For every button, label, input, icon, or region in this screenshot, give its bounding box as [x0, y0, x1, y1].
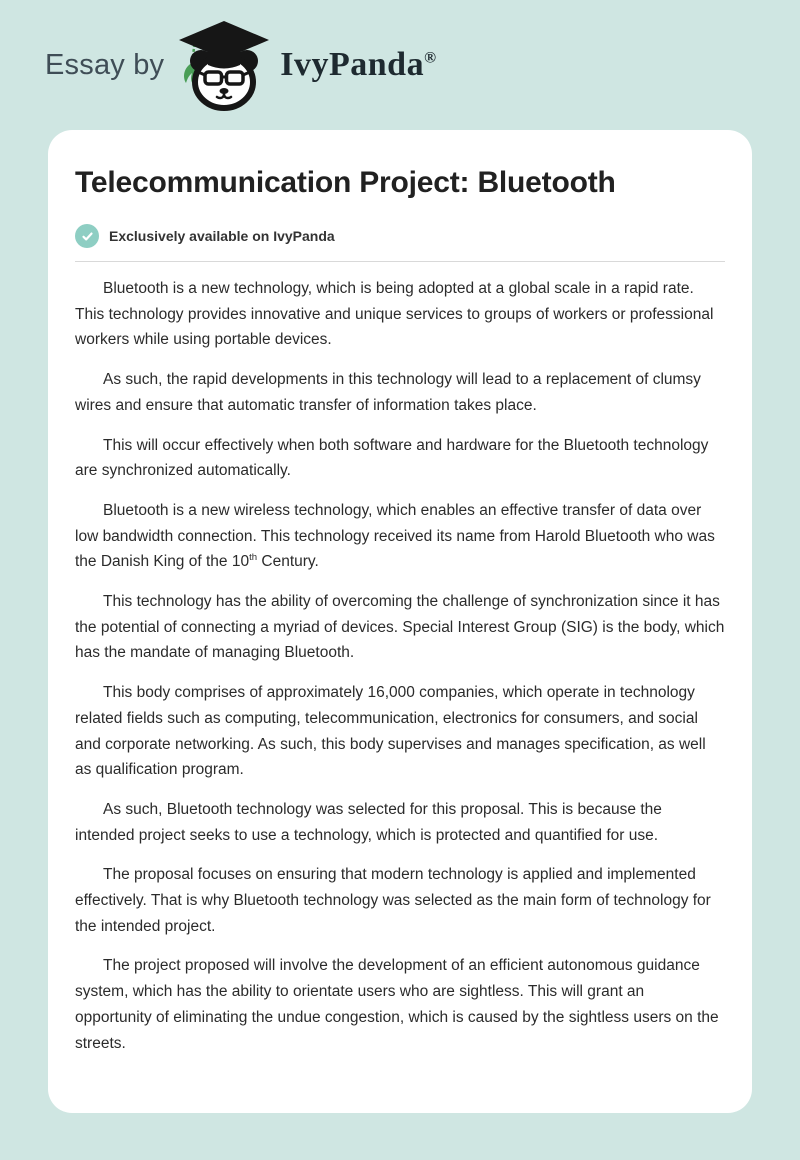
- superscript-text: th: [249, 552, 258, 564]
- essay-paragraph: [75, 276, 725, 353]
- paragraph-text: Bluetooth is a new technology, which is being adopted at a global scale in a rapid rate. This technology provides innovative and unique services to groups of workers or professional workers while using portable devices.: [75, 280, 714, 349]
- essay-paragraph: [75, 953, 725, 1056]
- essay-card: [48, 130, 752, 1113]
- essay-by-label: Essay by: [45, 48, 165, 81]
- essay-paragraph: [75, 498, 725, 575]
- check-icon: [75, 224, 99, 248]
- ivypanda-panda-logo-icon: [174, 19, 274, 111]
- exclusive-badge: [75, 224, 725, 248]
- header: [0, 0, 800, 130]
- paragraph-text: Bluetooth is a new wireless technology, which enables an effective transfer of data over low bandwidth connection. This technology received its name from Harold Bluetooth who was the Danish King of the 10: [75, 501, 715, 571]
- essay-paragraph: [75, 680, 725, 783]
- divider: [75, 261, 725, 262]
- paragraph-text: The proposal focuses on ensuring that modern technology is applied and implemented effectively. That is why Bluetooth technology was selected as the main form of technology for the intended project.: [75, 866, 711, 935]
- paragraph-text: This will occur effectively when both software and hardware for the Bluetooth technology are synchronized automatically.: [75, 436, 709, 480]
- brand-wordmark: [280, 46, 436, 84]
- brand-name: IvyPanda: [280, 46, 425, 83]
- essay-body: [75, 276, 725, 1056]
- essay-paragraph: [75, 862, 725, 939]
- essay-paragraph: [75, 589, 725, 666]
- paragraph-text: This technology has the ability of overcoming the challenge of synchronization since it has the potential of connecting a myriad of devices. Special Interest Group (SIG) is the body, which has the mandate of managing Bluetooth.: [75, 593, 725, 662]
- paragraph-text: Century.: [257, 553, 319, 571]
- essay-paragraph: [75, 797, 725, 848]
- exclusive-badge-label: Exclusively available on IvyPanda: [109, 228, 335, 244]
- page-title: Telecommunication Project: Bluetooth: [75, 166, 616, 199]
- essay-paragraph: [75, 433, 725, 484]
- essay-paragraph: [75, 367, 725, 418]
- paragraph-text: The project proposed will involve the development of an efficient autonomous guidance system, which has the ability to orientate users who are sightless. This will grant an opportunity of eliminating the undue congestion, which is caused by the sightless users on the streets.: [75, 957, 719, 1052]
- paragraph-text: This body comprises of approximately 16,000 companies, which operate in technology related fields such as computing, telecommunication, electronics for consumers, and social and corporate networking. As such, this body supervises and manages specification, as well as qualification program.: [75, 684, 706, 779]
- paragraph-text: As such, Bluetooth technology was selected for this proposal. This is because the intended project seeks to use a technology, which is protected and quantified for use.: [75, 800, 662, 844]
- paragraph-text: As such, the rapid developments in this technology will lead to a replacement of clumsy wires and ensure that automatic transfer of information takes place.: [75, 371, 701, 414]
- registered-mark: ®: [424, 49, 437, 67]
